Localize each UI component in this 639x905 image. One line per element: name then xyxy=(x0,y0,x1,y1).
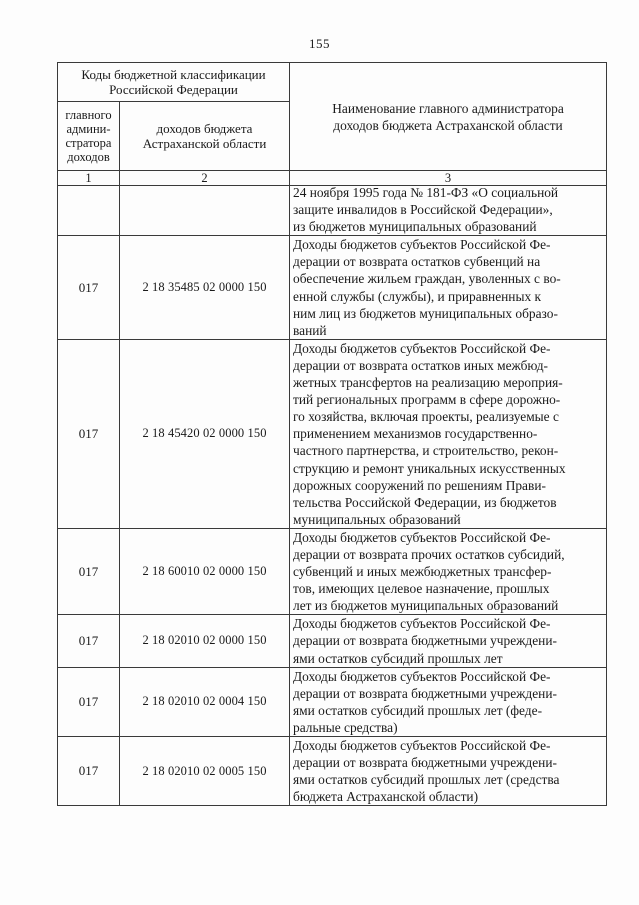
admin-code-cell: 017 xyxy=(58,528,120,614)
name-text: 24 ноября 1995 года № 181-ФЗ «О социальной защите инвалидов в Российской Федерации», из бюджетов муниципальных образований xyxy=(293,185,559,235)
name-text: Доходы бюджетов субъектов Российской Фе- дерации от возврата бюджетными учреждени- ями остатков субсидий прошлых лет xyxy=(293,616,557,666)
income-code-cell: 2 18 45420 02 0000 150 xyxy=(120,339,290,528)
column-number-3: 3 xyxy=(290,171,607,186)
header-name-col xyxy=(290,63,607,171)
income-code-cell: 2 18 60010 02 0000 150 xyxy=(120,528,290,614)
page-number: 155 xyxy=(309,36,330,51)
name-cell xyxy=(290,667,607,736)
name-cell xyxy=(290,236,607,340)
name-cell xyxy=(290,737,607,806)
column-number-1: 1 xyxy=(58,171,120,186)
column-number-2: 2 xyxy=(120,171,290,186)
income-code-cell: 2 18 02010 02 0004 150 xyxy=(120,667,290,736)
column-number-row xyxy=(58,171,607,186)
table-row xyxy=(58,236,607,340)
table-row xyxy=(58,186,607,236)
header-group-title-text: Коды бюджетной классификации Российской Федерации xyxy=(81,67,266,97)
admin-code-cell xyxy=(58,186,120,236)
name-cell xyxy=(290,615,607,667)
name-text: Доходы бюджетов субъектов Российской Фе- дерации от возврата бюджетными учреждени- ями остатков субсидий прошлых лет (средства бюджета Астраханской области) xyxy=(293,738,560,805)
name-text: Доходы бюджетов субъектов Российской Фе- дерации от возврата прочих остатков субсидий, субвенций и иных межбюджетных трансфер- тов, имеющих целевое назначение, прошлых лет из бюджетов муниципальных образований xyxy=(293,529,565,614)
table-row xyxy=(58,737,607,806)
name-cell xyxy=(290,339,607,528)
header-admin-col-text: главного админи- стратора доходов xyxy=(65,108,112,164)
name-cell xyxy=(290,186,607,236)
header-name-col-text: Наименование главного администратора доходов бюджета Астраханской области xyxy=(332,100,564,133)
income-code-cell: 2 18 02010 02 0005 150 xyxy=(120,737,290,806)
admin-code-cell: 017 xyxy=(58,667,120,736)
table-row xyxy=(58,528,607,614)
header-row-top xyxy=(58,63,607,102)
header-group-title xyxy=(58,63,290,102)
header-income-col xyxy=(120,102,290,171)
header-income-col-text: доходов бюджета Астраханской области xyxy=(142,121,267,151)
admin-code-cell: 017 xyxy=(58,236,120,340)
table-row xyxy=(58,615,607,667)
budget-classification-table xyxy=(57,62,607,806)
admin-code-cell: 017 xyxy=(58,615,120,667)
income-code-cell: 2 18 35485 02 0000 150 xyxy=(120,236,290,340)
name-text: Доходы бюджетов субъектов Российской Фе- дерации от возврата остатков иных межбюд- жетных трансфертов на реализацию мероприя- тий региональных программ в сфере дорожно- го хозяйства, включая проекты, реализуемые с применением механизмов государственно- частного партнерства, и строительство, рекон- струкцию и ремонт уникальных искусственных дорожных сооружений по решениям Прави- тельства Российской Федерации, из бюджетов муниципальных образований xyxy=(293,340,566,527)
header-admin-col xyxy=(58,102,120,171)
name-text: Доходы бюджетов субъектов Российской Фе- дерации от возврата бюджетными учреждени- ями остатков субсидий прошлых лет (феде- ральные средства) xyxy=(293,668,557,735)
admin-code-cell: 017 xyxy=(58,737,120,806)
table-row xyxy=(58,667,607,736)
name-cell xyxy=(290,528,607,614)
income-code-cell: 2 18 02010 02 0000 150 xyxy=(120,615,290,667)
table-row xyxy=(58,339,607,528)
income-code-cell xyxy=(120,186,290,236)
admin-code-cell: 017 xyxy=(58,339,120,528)
name-text: Доходы бюджетов субъектов Российской Фе- дерации от возврата остатков субвенций на обеспечение жильем граждан, уволенных с во- енной службы (службы), и приравненных к ним лиц из бюджетов муниципальных образо- ваний xyxy=(293,237,561,338)
